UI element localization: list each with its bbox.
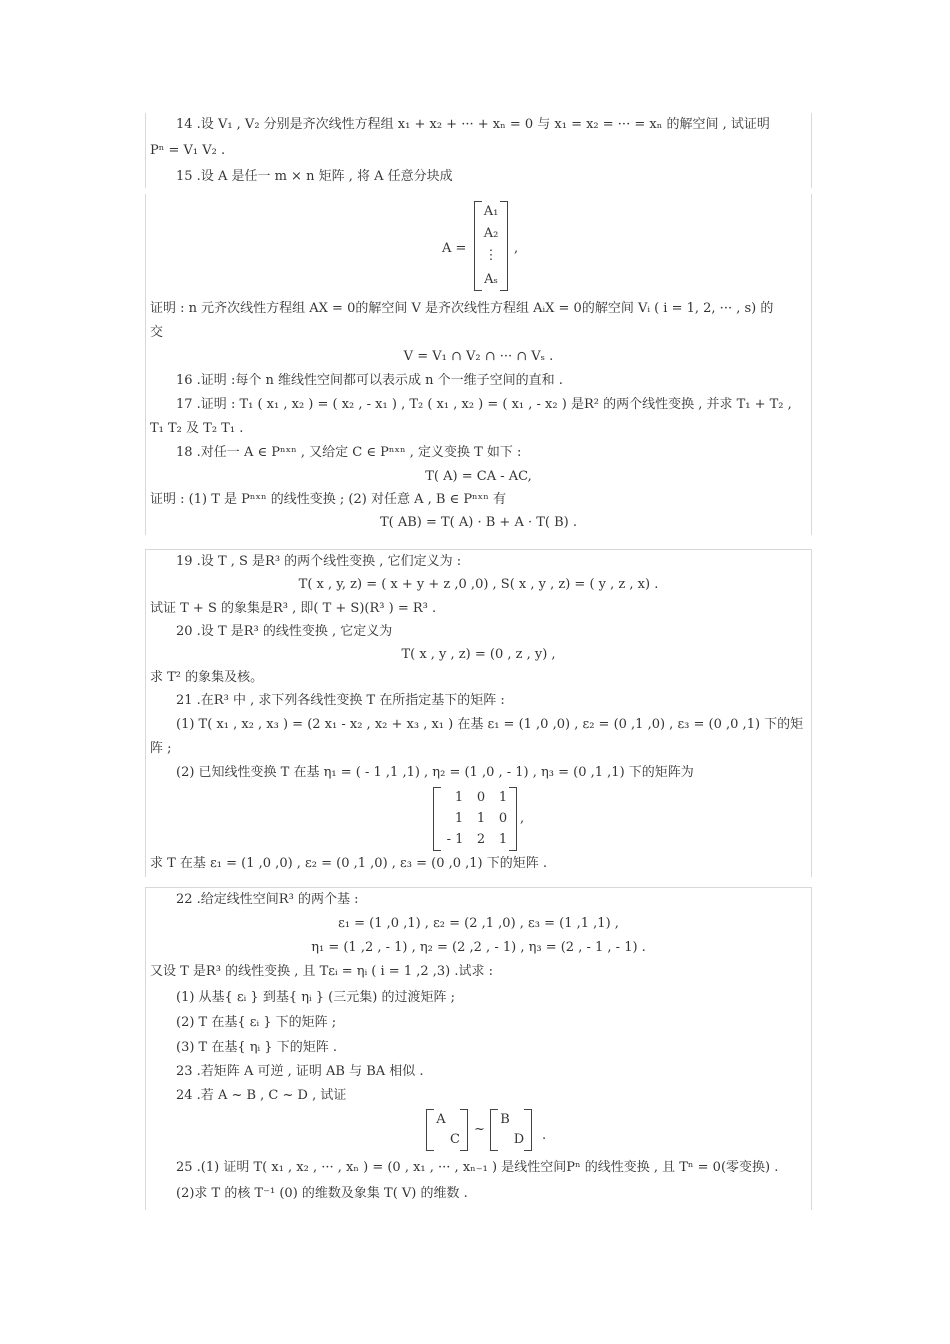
problem-22-line-3: η₁ = (1 ,2 , - 1) , η₂ = (2 ,2 , - 1) , η₃ = (2 , - 1 , - 1) . [311,940,646,955]
matrix-cell: 1 [476,811,486,826]
matrix-cell: 1 [498,832,508,847]
problem-block-19-21 [145,549,812,877]
problem-21-line-5: 求 T 在基 ε₁ = (1 ,0 ,0) , ε₂ = (0 ,1 ,0) , ε₃ = (0 ,0 ,1) 下的矩阵 . [150,856,548,871]
matrix-cell: A₁ [483,204,499,219]
matrix-cell: A₂ [483,226,499,241]
block-matrix-lhs: A = [442,241,467,256]
block-diag-tail: . [542,1128,547,1143]
problem-25-line-2: (2)求 T 的核 T⁻¹ (0) 的维数及象集 T( V) 的维数 . [176,1186,468,1201]
problem-16-line-1: 16 .证明 :每个 n 维线性空间都可以表示成 n 个一维子空间的直和 . [176,373,563,388]
problem-block-15-18 [145,194,812,535]
problem-14-line-2: Pⁿ = V₁ V₂ . [150,143,226,158]
problem-18-line-3: 证明 : (1) T 是 Pⁿˣⁿ 的线性变换 ; (2) 对任意 A , B ∈ Pⁿˣⁿ 有 [150,492,506,507]
matrix-cell: 1 [454,790,464,805]
block-matrix-tail: , [514,241,519,256]
problem-25-line-1: 25 .(1) 证明 T( x₁ , x₂ , ··· , xₙ ) = (0 , x₁ , ··· , xₙ₋₁ ) 是线性空间Pⁿ 的线性变换 , 且 Tⁿ = 0(零变换) . [176,1160,779,1175]
matrix-cell: 1 [454,811,464,826]
problem-block-22-25 [145,887,812,1210]
problem-19-line-3: 试证 T + S 的象集是R³ , 即( T + S)(R³ ) = R³ . [150,601,437,616]
matrix-cell: - 1 [446,832,464,847]
problem-21-line-1: 21 .在R³ 中 , 求下列各线性变换 T 在所指定基下的矩阵 : [176,693,505,708]
problem-18-line-2: T( A) = CA - AC, [425,469,532,484]
block-diag-matrix-left [426,1109,468,1151]
matrix-cell: 1 [498,790,508,805]
problem-20-line-2: T( x , y , z) = (0 , z , y) , [401,647,556,662]
matrix-left-bracket [433,787,441,851]
problem-15-line-5: V = V₁ ∩ V₂ ∩ ··· ∩ Vₛ . [403,349,554,364]
transform-matrix [433,787,517,851]
matrix-cell: Aₛ [484,272,498,287]
matrix-cell: 0 [498,811,508,826]
problem-23-line-1: 23 .若矩阵 A 可逆 , 证明 AB 与 BA 相似 . [176,1064,424,1079]
problem-19-line-2: T( x , y, z) = ( x + y + z ,0 ,0) , S( x , y , z) = ( y , z , x) . [298,577,659,592]
problem-24-line-1: 24 .若 A ~ B , C ~ D , 试证 [176,1088,347,1103]
matrix-cell: B [500,1112,510,1127]
problem-21-line-3: 阵 ; [150,741,172,756]
problem-17-line-2: T₁ T₂ 及 T₂ T₁ . [150,421,244,436]
similar-symbol: ~ [474,1122,485,1137]
matrix-cell: 2 [476,832,486,847]
problem-18-line-1: 18 .对任一 A ∈ Pⁿˣⁿ , 又给定 C ∈ Pⁿˣⁿ , 定义变换 T 如下 : [176,445,522,460]
problem-14-line-1: 14 .设 V₁ , V₂ 分别是齐次线性方程组 x₁ + x₂ + ··· + xₙ = 0 与 x₁ = x₂ = ··· = xₙ 的解空间 , 试证明 [176,117,770,132]
problem-21-line-2: (1) T( x₁ , x₂ , x₃ ) = (2 x₁ - x₂ , x₂ + x₃ , x₁ ) 在基 ε₁ = (1 ,0 ,0) , ε₂ = (0 ,1 ,0) , ε₃ = (0 ,0 ,1) 下的矩 [176,717,804,732]
problem-18-line-4: T( AB) = T( A) · B + A · T( B) . [379,515,578,530]
problem-20-line-1: 20 .设 T 是R³ 的线性变换 , 它定义为 [176,624,393,639]
problem-21-line-4: (2) 已知线性变换 T 在基 η₁ = ( - 1 ,1 ,1) , η₂ = (1 ,0 , - 1) , η₃ = (0 ,1 ,1) 下的矩阵为 [176,765,694,780]
matrix-cell: C [450,1132,460,1147]
matrix-cell: D [513,1132,525,1147]
block-matrix [474,201,508,291]
problem-22-line-4: 又设 T 是R³ 的线性变换 , 且 Tεᵢ = ηᵢ ( i = 1 ,2 ,3) .试求 : [150,964,494,979]
problem-17-line-1: 17 .证明 : T₁ ( x₁ , x₂ ) = ( x₂ , - x₁ ) , T₂ ( x₁ , x₂ ) = ( x₁ , - x₂ ) 是R² 的两个线性变换 , 并求 T₁ + T₂ , [176,397,792,412]
problem-22-line-5: (1) 从基{ εᵢ } 到基{ ηᵢ } (三元集) 的过渡矩阵 ; [176,990,455,1005]
block-diag-matrix-right [490,1109,532,1151]
transform-matrix-tail: , [520,811,525,826]
problem-15-line-3: 证明 : n 元齐次线性方程组 AX = 0的解空间 V 是齐次线性方程组 AᵢX = 0的解空间 Vᵢ ( i = 1, 2, ··· , s) 的 [150,301,774,316]
problem-19-line-1: 19 .设 T , S 是R³ 的两个线性变换 , 它们定义为 : [176,554,462,569]
matrix-cell: A [436,1112,446,1127]
problem-22-line-1: 22 .给定线性空间R³ 的两个基 : [176,892,359,907]
problem-15-line-1: 15 .设 A 是任一 m × n 矩阵 , 将 A 任意分块成 [176,169,453,184]
problem-22-line-2: ε₁ = (1 ,0 ,1) , ε₂ = (2 ,1 ,0) , ε₃ = (1 ,1 ,1) , [338,916,619,931]
problem-22-line-6: (2) T 在基{ εᵢ } 下的矩阵 ; [176,1015,337,1030]
problem-20-line-3: 求 T² 的象集及核。 [150,670,264,685]
problem-block-14-15 [145,113,812,188]
matrix-cell: 0 [476,790,486,805]
problem-22-line-7: (3) T 在基{ ηᵢ } 下的矩阵 . [176,1040,337,1055]
matrix-cell: ⋮ [484,248,498,263]
problem-15-line-4: 交 [150,325,164,340]
